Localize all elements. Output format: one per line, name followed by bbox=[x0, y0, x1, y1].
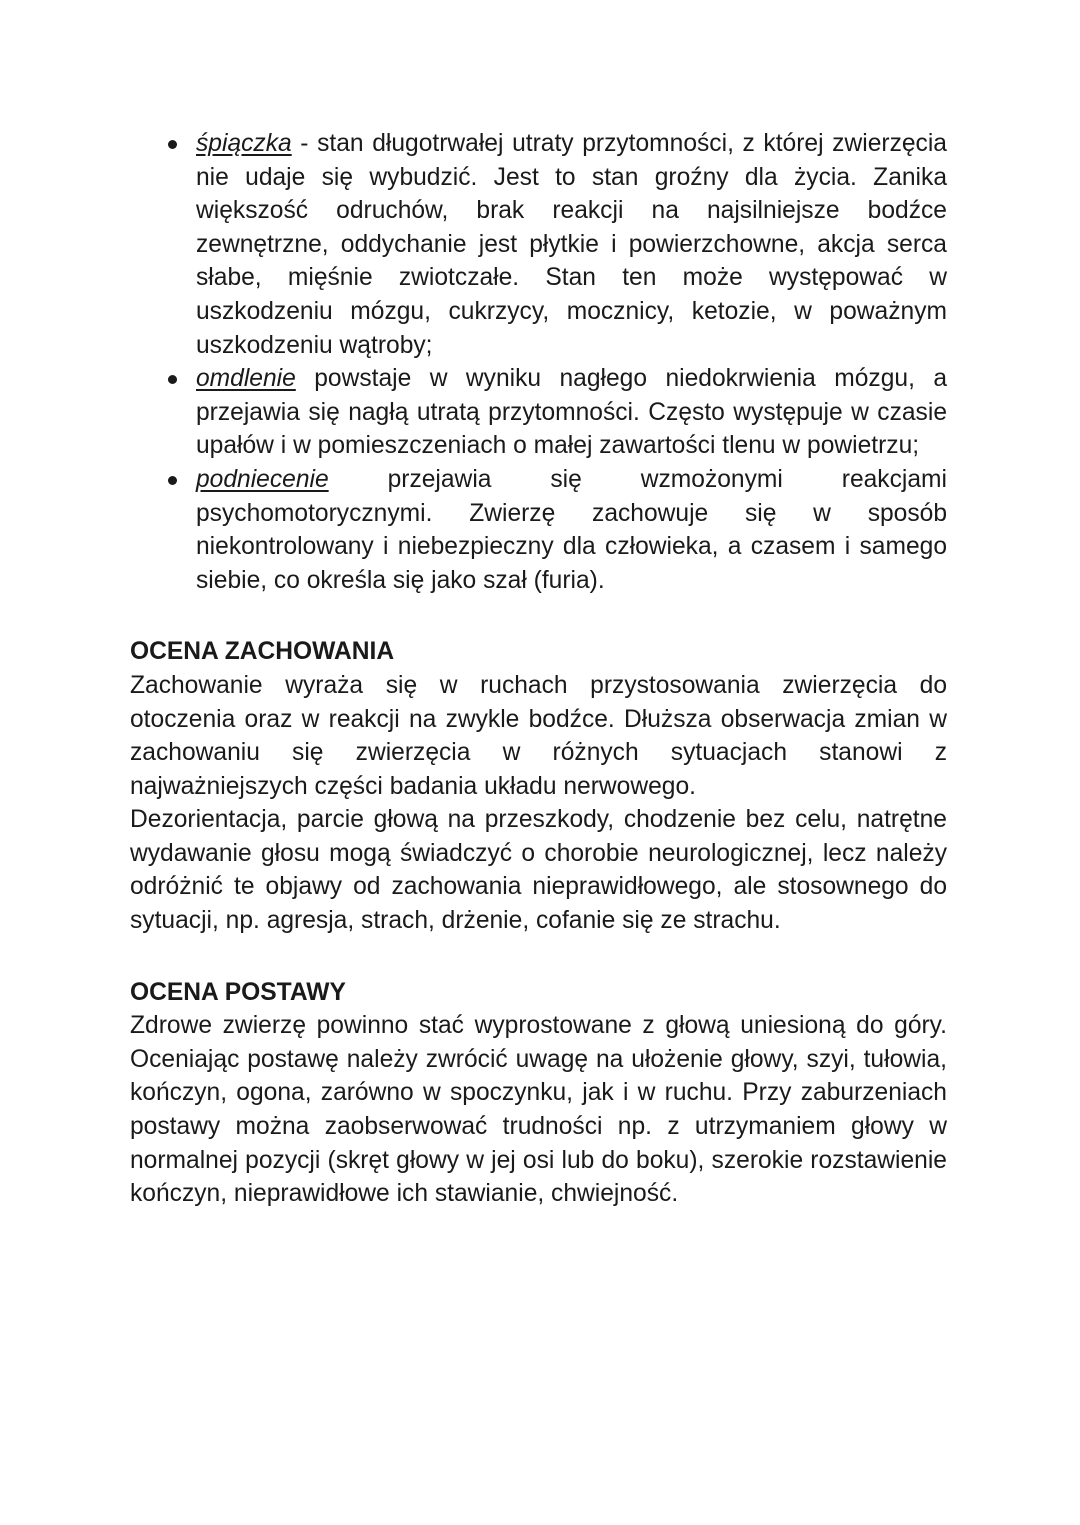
bullet-item-spiaczka bbox=[130, 127, 947, 362]
section-heading: OCENA POSTAWY bbox=[130, 978, 346, 1006]
section-ocena-postawy bbox=[130, 976, 947, 1211]
document-page bbox=[130, 127, 947, 1211]
paragraph: Zachowanie wyraża się w ruchach przystosowania zwierzęcia do otoczenia oraz w reakcji na zwykle bodźce. Dłuższa obserwacja zmian w zachowaniu się zwierzęcia w różnych sytuacjach stanowi z najważniejszych części badania układu nerwowego. bbox=[130, 671, 947, 800]
bullet-item-podniecenie bbox=[130, 463, 947, 597]
bullet-text: - stan długotrwałej utraty przytomności, z której zwierzęcia nie udaje się wybudzić. Jest to stan groźny dla życia. Zanika większość odruchów, brak reakcji na najsilniejsze bodźce zewnętrzne, oddychanie jest płytkie i powierzchowne, akcja serca słabe, mięśnie zwiotczałe. Stan ten może występować w uszkodzeniu mózgu, cukrzycy, mocznicy, ketozie, w poważnym uszkodzeniu wątroby; bbox=[196, 130, 947, 359]
section-heading: OCENA ZACHOWANIA bbox=[130, 638, 395, 666]
bullet-dot-icon bbox=[168, 375, 177, 384]
section-ocena-zachowania bbox=[130, 635, 947, 937]
paragraph: Dezorientacja, parcie głową na przeszkody, chodzenie bez celu, natrętne wydawanie głosu mogą świadczyć o chorobie neurologicznej, lecz należy odróżnić te objawy od zachowania nieprawidłowego, ale stosownego do sytuacji, np. agresja, strach, drżenie, cofanie się ze strachu. bbox=[130, 806, 947, 935]
term-spiaczka: śpiączka bbox=[196, 130, 292, 157]
paragraph: Zdrowe zwierzę powinno stać wyprostowane z głową uniesioną do góry. Oceniając postawę należy zwrócić uwagę na ułożenie głowy, szyi, tułowia, kończyn, ogona, zarówno w spoczynku, jak i w ruchu. Przy zaburzeniach postawy można zaobserwować trudności np. z utrzymaniem głowy w normalnej pozycji (skręt głowy w jej osi lub do boku), szerokie rozstawienie kończyn, nieprawidłowe ich stawianie, chwiejność. bbox=[130, 1012, 947, 1208]
bullet-text: przejawia się wzmożonymi reakcjami psychomotorycznymi. Zwierzę zachowuje się w sposób niekontrolowany i niebezpieczny dla człowieka, a czasem i samego siebie, co określa się jako szał (furia). bbox=[196, 465, 947, 594]
term-omdlenie: omdlenie bbox=[196, 365, 296, 393]
bullet-item-omdlenie bbox=[130, 362, 947, 463]
bullet-dot-icon bbox=[168, 476, 177, 485]
bullet-dot-icon bbox=[168, 140, 177, 149]
bullet-list bbox=[130, 127, 947, 597]
bullet-text: powstaje w wyniku nagłego niedokrwienia mózgu, a przejawia się nagłą utratą przytomności. Często występuje w czasie upałów i w pomieszczeniach o małej zawartości tlenu w powietrzu; bbox=[196, 365, 947, 460]
term-podniecenie: podniecenie bbox=[196, 465, 329, 493]
